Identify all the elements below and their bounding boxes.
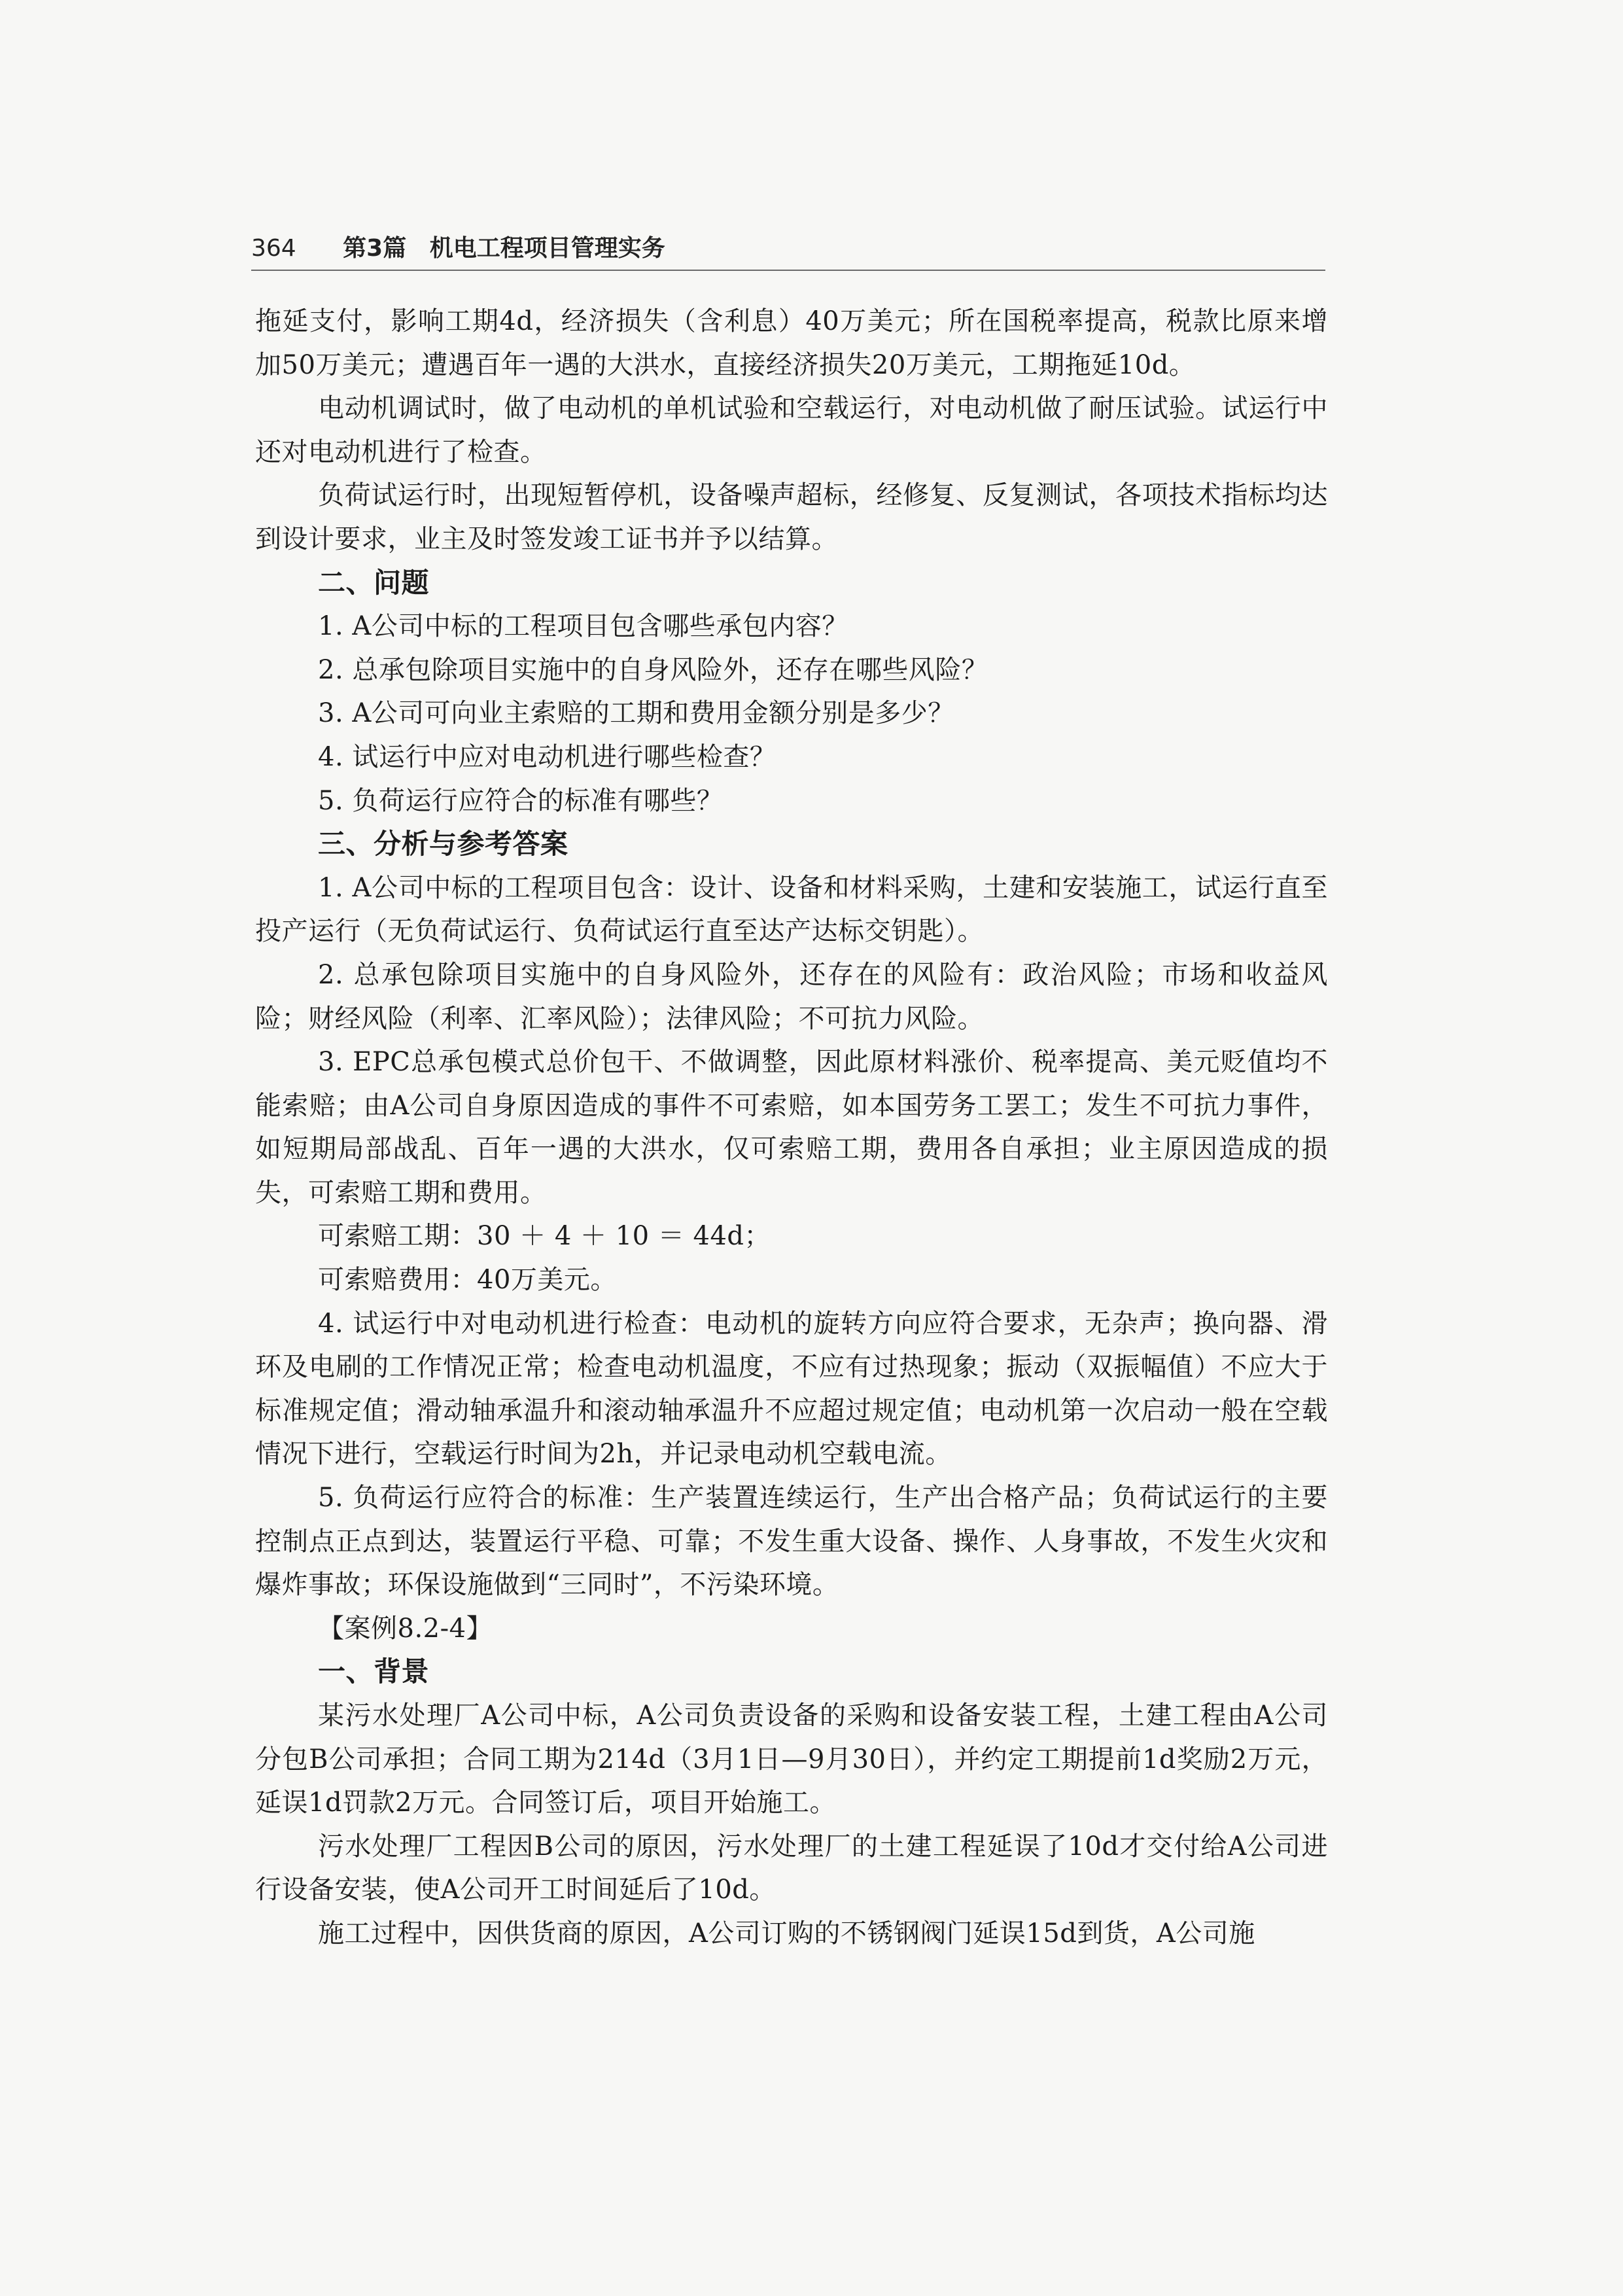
background-paragraph-1: 某污水处理厂A公司中标，A公司负责设备的采购和设备安装工程，土建工程由A公司分包B公司承担；合同工期为214d（3月1日—9月30日），并约定工期提前1d奖励2万元，延误1d罚款2万元。合同签订后，项目开始施工。 xyxy=(255,1701,1328,1818)
part-label: 第3篇 xyxy=(343,235,407,262)
part-title: 机电工程项目管理实务 xyxy=(429,235,665,262)
paragraph-motor-commissioning: 电动机调试时，做了电动机的单机试验和空载运行，对电动机做了耐压试验。试运行中还对电动机进行了检查。 xyxy=(255,393,1328,467)
page-number: 364 xyxy=(251,235,296,262)
heading-background: 一、背景 xyxy=(318,1655,430,1688)
heading-answers: 三、分析与参考答案 xyxy=(318,828,568,860)
background-paragraph-3: 施工过程中，因供货商的原因，A公司订购的不锈钢阀门延误15d到货，A公司施 xyxy=(318,1918,1255,1949)
answer-2: 2. 总承包除项目实施中的自身风险外，还存在的风险有：政治风险；市场和收益风险；财经风险（利率、汇率风险）；法律风险；不可抗力风险。 xyxy=(255,959,1328,1034)
page-header xyxy=(251,228,1325,271)
answer-3: 3. EPC总承包模式总价包干、不做调整，因此原材料涨价、税率提高、美元贬值均不能索赔；由A公司自身原因造成的事件不可索赔，如本国劳务工罢工；发生不可抗力事件，如短期局部战乱、百年一遇的大洪水，仅可索赔工期，费用各自承担；业主原因造成的损失，可索赔工期和费用。 xyxy=(255,1047,1328,1208)
case-label: 【案例8.2-4】 xyxy=(318,1613,493,1644)
question-5: 5. 负荷运行应符合的标准有哪些？ xyxy=(318,785,724,816)
answer-4: 4. 试运行中对电动机进行检查：电动机的旋转方向应符合要求，无杂声；换向器、滑环及电刷的工作情况正常；检查电动机温度，不应有过热现象；振动（双振幅值）不应大于标准规定值；滑动轴承温升和滚动轴承温升不应超过规定值；电动机第一次启动一般在空载情况下进行，空载运行时间为2h，并记录电动机空载电流。 xyxy=(255,1308,1328,1470)
question-2: 2. 总承包除项目实施中的自身风险外，还存在哪些风险？ xyxy=(318,654,988,685)
background-paragraph-2: 污水处理厂工程因B公司的原因，污水处理厂的土建工程延误了10d才交付给A公司进行设备安装，使A公司开工时间延后了10d。 xyxy=(255,1831,1328,1905)
question-1: 1. A公司中标的工程项目包含哪些承包内容？ xyxy=(318,611,848,642)
answer-3-claim-cost: 可索赔费用：40万美元。 xyxy=(318,1265,617,1296)
question-4: 4. 试运行中应对电动机进行哪些检查？ xyxy=(318,741,777,772)
answer-5: 5. 负荷运行应符合的标准：生产装置连续运行，生产出合格产品；负荷试运行的主要控制点正点到达，装置运行平稳、可靠；不发生重大设备、操作、人身事故，不发生火灾和爆炸事故；环保设施做到“三同时”，不污染环境。 xyxy=(255,1483,1328,1600)
page-body xyxy=(255,300,1328,1956)
paragraph-continued: 拖延支付，影响工期4d，经济损失（含利息）40万美元；所在国税率提高，税款比原来增加50万美元；遭遇百年一遇的大洪水，直接经济损失20万美元，工期拖延10d。 xyxy=(255,306,1328,380)
answer-3-claim-time: 可索赔工期：30 ＋ 4 ＋ 10 ＝ 44d； xyxy=(318,1221,771,1252)
question-3: 3. A公司可向业主索赔的工期和费用金额分别是多少？ xyxy=(318,698,954,729)
paragraph-load-trial: 负荷试运行时，出现短暂停机，设备噪声超标，经修复、反复测试，各项技术指标均达到设计要求，业主及时签发竣工证书并予以结算。 xyxy=(255,480,1328,554)
answer-1: 1. A公司中标的工程项目包含：设计、设备和材料采购，土建和安装施工，试运行直至投产运行（无负荷试运行、负荷试运行直至达产达标交钥匙）。 xyxy=(255,872,1328,947)
heading-questions: 二、问题 xyxy=(318,566,430,599)
